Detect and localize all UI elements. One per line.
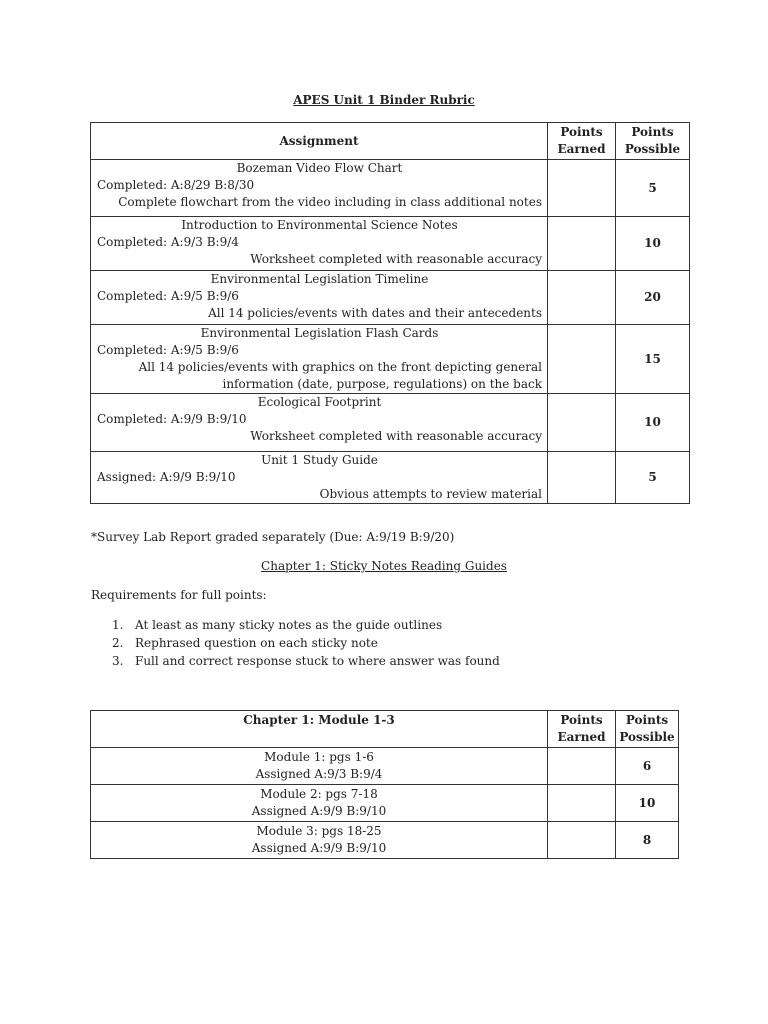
assignment-cell xyxy=(91,271,548,325)
assignment-title: Bozeman Video Flow Chart xyxy=(236,161,403,175)
points-possible-cell: 10 xyxy=(616,217,690,271)
module-cell xyxy=(91,785,548,822)
module-row xyxy=(91,748,679,785)
rubric-table xyxy=(90,122,690,504)
points-possible-header xyxy=(616,123,690,160)
module-title: Module 2: pgs 7-18 xyxy=(260,787,378,801)
assignment-cell xyxy=(91,452,548,504)
points-earned-header-line-2: Earned xyxy=(557,142,606,156)
assignment-criteria: Worksheet completed with reasonable accuracy xyxy=(250,252,542,266)
points-earned-header-line-1: Points xyxy=(560,713,603,727)
assignment-date: Assigned: A:9/9 B:9/10 xyxy=(97,470,236,484)
module-assigned: Assigned A:9/9 B:9/10 xyxy=(251,841,387,855)
assignment-cell xyxy=(91,160,548,217)
module-title: Module 3: pgs 18-25 xyxy=(256,824,382,838)
requirement-item xyxy=(112,634,500,652)
assignment-date: Completed: A:9/5 B:9/6 xyxy=(97,343,239,357)
points-possible-cell: 6 xyxy=(616,748,679,785)
points-earned-cell[interactable] xyxy=(548,452,616,504)
assignment-cell xyxy=(91,217,548,271)
points-possible-cell: 10 xyxy=(616,785,679,822)
points-possible-cell: 15 xyxy=(616,325,690,394)
rubric-row xyxy=(91,325,690,394)
assignment-criteria: Worksheet completed with reasonable accuracy xyxy=(250,429,542,443)
assignment-date: Completed: A:9/3 B:9/4 xyxy=(97,235,239,249)
points-earned-header xyxy=(548,711,616,748)
requirement-item xyxy=(112,652,500,670)
assignment-criteria: information (date, purpose, regulations) on the back xyxy=(222,377,542,391)
assignment-title: Environmental Legislation Timeline xyxy=(210,272,429,286)
points-earned-cell[interactable] xyxy=(548,217,616,271)
points-possible-header-line-1: Points xyxy=(631,125,674,139)
rubric-row xyxy=(91,271,690,325)
assignment-header: Assignment xyxy=(91,123,548,160)
survey-lab-note: *Survey Lab Report graded separately (Due: A:9/19 B:9/20) xyxy=(91,530,455,544)
requirement-item xyxy=(112,616,500,634)
points-earned-cell[interactable] xyxy=(548,822,616,859)
requirement-text: At least as many sticky notes as the guide outlines xyxy=(135,618,443,632)
assignment-title: Introduction to Environmental Science Notes xyxy=(181,218,458,232)
module-row xyxy=(91,822,679,859)
assignment-date: Completed: A:9/5 B:9/6 xyxy=(97,289,239,303)
module-cell xyxy=(91,748,548,785)
module-header-row xyxy=(91,711,679,748)
rubric-row xyxy=(91,452,690,504)
points-earned-header-line-1: Points xyxy=(560,125,603,139)
points-earned-cell[interactable] xyxy=(548,748,616,785)
assignment-date: Completed: A:9/9 B:9/10 xyxy=(97,412,247,426)
requirement-number: 3. xyxy=(112,654,124,668)
points-possible-header xyxy=(616,711,679,748)
points-possible-cell: 5 xyxy=(616,452,690,504)
points-possible-cell: 20 xyxy=(616,271,690,325)
points-earned-cell[interactable] xyxy=(548,394,616,452)
page-title: APES Unit 1 Binder Rubric xyxy=(293,93,475,107)
points-earned-cell[interactable] xyxy=(548,271,616,325)
points-earned-header-line-2: Earned xyxy=(557,730,606,744)
points-possible-header-line-2: Possible xyxy=(624,142,681,156)
module-title: Module 1: pgs 1-6 xyxy=(264,750,374,764)
points-possible-cell: 5 xyxy=(616,160,690,217)
requirement-text: Full and correct response stuck to where answer was found xyxy=(135,654,500,668)
assignment-cell xyxy=(91,325,548,394)
assignment-criteria: Obvious attempts to review material xyxy=(319,487,542,501)
rubric-row xyxy=(91,160,690,217)
module-table xyxy=(90,710,679,859)
module-assigned: Assigned A:9/3 B:9/4 xyxy=(255,767,383,781)
assignment-title: Environmental Legislation Flash Cards xyxy=(200,326,439,340)
section-heading: Chapter 1: Sticky Notes Reading Guides xyxy=(261,559,507,573)
requirements-label: Requirements for full points: xyxy=(91,588,267,602)
points-possible-cell: 10 xyxy=(616,394,690,452)
assignment-date: Completed: A:8/29 B:8/30 xyxy=(97,178,255,192)
assignment-title: Unit 1 Study Guide xyxy=(261,453,378,467)
module-row xyxy=(91,785,679,822)
assignment-criteria: All 14 policies/events with graphics on the front depicting general xyxy=(138,360,542,374)
requirement-text: Rephrased question on each sticky note xyxy=(135,636,378,650)
points-earned-cell[interactable] xyxy=(548,160,616,217)
chapter-header: Chapter 1: Module 1-3 xyxy=(91,711,548,748)
points-earned-cell[interactable] xyxy=(548,325,616,394)
assignment-title: Ecological Footprint xyxy=(257,395,382,409)
requirement-number: 1. xyxy=(112,618,124,632)
module-cell xyxy=(91,822,548,859)
assignment-criteria: Complete flowchart from the video including in class additional notes xyxy=(118,195,542,209)
rubric-header-row xyxy=(91,123,690,160)
assignment-cell xyxy=(91,394,548,452)
points-earned-header xyxy=(548,123,616,160)
module-assigned: Assigned A:9/9 B:9/10 xyxy=(251,804,387,818)
requirements-list xyxy=(112,616,500,670)
assignment-criteria: All 14 policies/events with dates and their antecedents xyxy=(208,306,542,320)
rubric-row xyxy=(91,394,690,452)
points-possible-header-line-1: Points xyxy=(625,713,669,727)
points-earned-cell[interactable] xyxy=(548,785,616,822)
rubric-row xyxy=(91,217,690,271)
requirement-number: 2. xyxy=(112,636,124,650)
points-possible-header-line-2: Possible xyxy=(619,730,675,744)
points-possible-cell: 8 xyxy=(616,822,679,859)
